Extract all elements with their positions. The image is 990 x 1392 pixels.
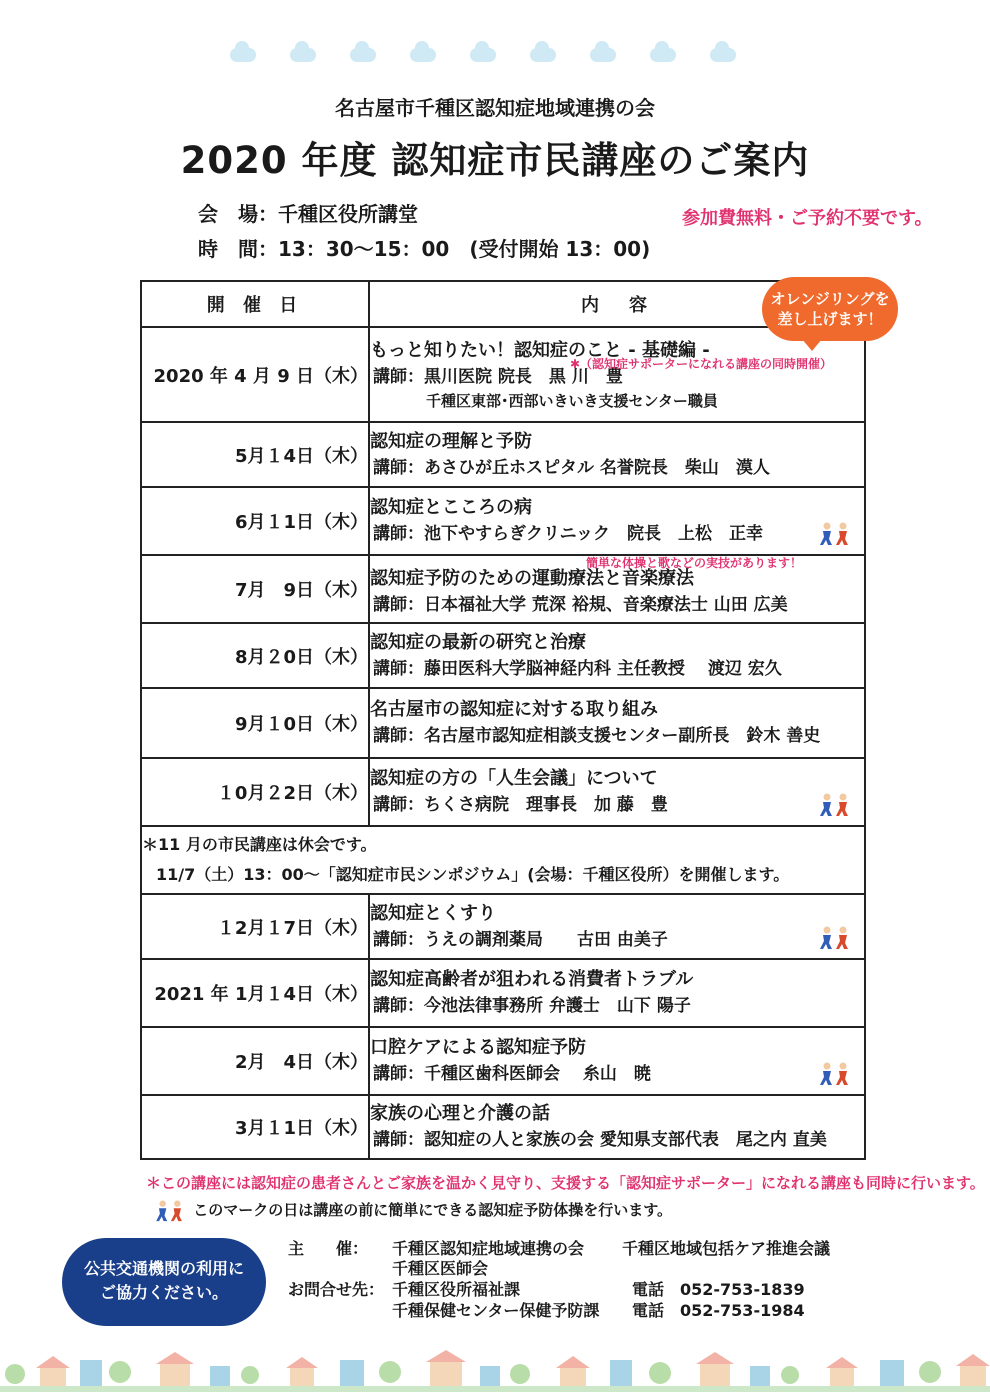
- lecture-title: 認知症の最新の研究と治療: [370, 631, 586, 653]
- bubble-line-2: 差し上げます！: [777, 310, 883, 328]
- lecture-title: 認知症とこころの病: [370, 497, 532, 518]
- contact-2: 千種保健センター保健予防課: [392, 1301, 600, 1320]
- supporter-note: ✱（認知症サポーターになれる講座の同時開催）: [570, 357, 833, 371]
- lecture-date: 7月 9日（木）: [141, 555, 369, 623]
- page-title: 2020 年度 認知症市民講座のご案内: [180, 139, 810, 182]
- host-1: 千種区認知症地域連携の会: [392, 1239, 585, 1258]
- lecture-content: [369, 422, 865, 487]
- table-row: [141, 758, 865, 826]
- table-row: [141, 555, 865, 623]
- lecturer: 講師：千種区歯科医師会 糸山 暁: [373, 1064, 651, 1084]
- exercise-icon: [818, 522, 852, 546]
- lecture-date: 3月１1日（木）: [141, 1095, 369, 1159]
- lecture-title: 認知症の理解と予防: [370, 430, 532, 452]
- lecturer: 講師：日本福祉大学 荒深 裕規、音楽療法士 山田 広美: [373, 595, 788, 615]
- notice-row: [141, 826, 865, 894]
- column-header-date: 開 催 日: [141, 281, 369, 327]
- tel-1: 電話 052-753-1839: [632, 1280, 805, 1299]
- table-row: [141, 422, 865, 487]
- lecturer: 講師：うえの調剤薬局 古田 由美子: [373, 929, 668, 950]
- bubble-line-1: オレンジリングを: [770, 290, 890, 308]
- venue-info: 会 場：千種区役所講堂: [198, 202, 418, 226]
- table-row: [141, 959, 865, 1027]
- free-admission-note: 参加費無料・ご予約不要です。: [682, 208, 933, 229]
- lecture-content: [369, 1027, 865, 1095]
- tel-2: 電話 052-753-1984: [632, 1301, 805, 1320]
- table-row: [141, 1095, 865, 1159]
- townscape-decoration: [0, 1342, 990, 1392]
- lecture-date: 2月 4日（木）: [141, 1027, 369, 1095]
- table-row: [141, 327, 865, 422]
- table-row: [141, 487, 865, 555]
- lecture-date: 6月１1日（木）: [141, 487, 369, 555]
- lecture-date: 5月１4日（木）: [141, 422, 369, 487]
- lecturer: 講師：池下やすらぎクリニック 院長 上松 正幸: [373, 524, 763, 544]
- lecture-title: もっと知りたい！認知症のこと - 基礎編 -: [370, 339, 710, 361]
- lecture-date: 2020 年 4 月 9 日（木）: [141, 327, 369, 422]
- cloud-decoration: [220, 40, 780, 70]
- lecture-content: [369, 555, 865, 623]
- pill-line-1: 公共交通機関の利用に: [83, 1259, 244, 1278]
- lecture-title: 認知症高齢者が狙われる消費者トラブル: [370, 969, 694, 990]
- contact-label: お問合せ先：: [288, 1280, 385, 1299]
- notice-line-2: 11/7（土）13：00～「認知症市民シンポジウム」(会場：千種区役所）を開催します。: [156, 865, 790, 884]
- exercise-icon: [818, 926, 852, 950]
- orange-ring-bubble: [762, 277, 898, 341]
- lecture-title: 家族の心理と介護の話: [370, 1103, 550, 1124]
- organization-name: 名古屋市千種区認知症地域連携の会: [335, 96, 655, 120]
- lecture-content: [369, 327, 865, 422]
- lecture-title: 認知症の方の「人生会議」について: [370, 768, 658, 789]
- public-transport-notice: [62, 1238, 266, 1326]
- host-label: 主 催：: [288, 1239, 369, 1258]
- host-3: 千種区医師会: [392, 1259, 489, 1278]
- column-header-content: 内 容: [369, 281, 865, 327]
- lecture-content: [369, 688, 865, 758]
- lecturer-sub: 千種区東部･西部いきいき支援センター職員: [426, 391, 718, 410]
- exercise-footnote: [152, 1199, 672, 1222]
- table-header-row: [141, 281, 865, 327]
- lecture-date: １2月１7日（木）: [141, 894, 369, 959]
- exercise-footnote-text: このマークの日は講座の前に簡単にできる認知症予防体操を行います。: [193, 1201, 673, 1219]
- table-row: [141, 688, 865, 758]
- notice-cell: [141, 826, 865, 894]
- lecture-content: [369, 758, 865, 826]
- practice-note: 簡単な体操と歌などの実技があります！: [586, 556, 803, 570]
- lecture-title: 認知症予防のための運動療法と音楽療法: [370, 568, 694, 589]
- lecture-title: 口腔ケアによる認知症予防: [370, 1037, 586, 1058]
- lecture-date: 2021 年 1月１4日（木）: [141, 959, 369, 1027]
- lecture-content: [369, 487, 865, 555]
- lecturer: 講師：あさひが丘ホスピタル 名誉院長 柴山 漠人: [373, 457, 770, 478]
- exercise-icon: [818, 1062, 852, 1086]
- lecture-date: 8月２0日（木）: [141, 623, 369, 688]
- contact-1: 千種区役所福祉課: [392, 1280, 521, 1299]
- lecture-title: 認知症とくすり: [370, 902, 496, 924]
- exercise-icon: [152, 1200, 188, 1222]
- lecture-date: 9月１0日（木）: [141, 688, 369, 758]
- lecturer: 講師：認知症の人と家族の会 愛知県支部代表 尾之内 直美: [373, 1130, 827, 1150]
- pill-line-2: ご協力ください。: [99, 1283, 228, 1302]
- lecturer: 講師：名古屋市認知症相談支援センター副所長 鈴木 善史: [373, 726, 821, 746]
- lecture-date: １0月２2日（木）: [141, 758, 369, 826]
- table-row: [141, 1027, 865, 1095]
- lecturer: 講師：黒川医院 院長 黒 川 豊: [373, 366, 623, 387]
- time-info: 時 間：13：30～15：00 (受付開始 13：00): [198, 237, 651, 261]
- lecturer: 講師：藤田医科大学脳神経内科 主任教授 渡辺 宏久: [373, 658, 782, 679]
- lecture-content: [369, 1095, 865, 1159]
- lecture-content: [369, 959, 865, 1027]
- lecture-title: 名古屋市の認知症に対する取り組み: [370, 699, 658, 720]
- supporter-footnote: ＊この講座には認知症の患者さんとご家族を温かく見守り、支援する「認知症サポーター」になれる講座も同時に行います。: [146, 1174, 985, 1192]
- table-row: [141, 894, 865, 959]
- table-row: [141, 623, 865, 688]
- lecturer: 講師：ちくさ病院 理事長 加 藤 豊: [373, 795, 668, 815]
- lecture-content: [369, 894, 865, 959]
- schedule-table: [140, 280, 866, 1160]
- notice-line-1: ＊11 月の市民講座は休会です。: [142, 835, 377, 854]
- host-2: 千種区地域包括ケア推進会議: [622, 1239, 831, 1258]
- exercise-icon: [818, 793, 852, 817]
- lecture-content: [369, 623, 865, 688]
- lecturer: 講師：今池法律事務所 弁護士 山下 陽子: [373, 996, 691, 1016]
